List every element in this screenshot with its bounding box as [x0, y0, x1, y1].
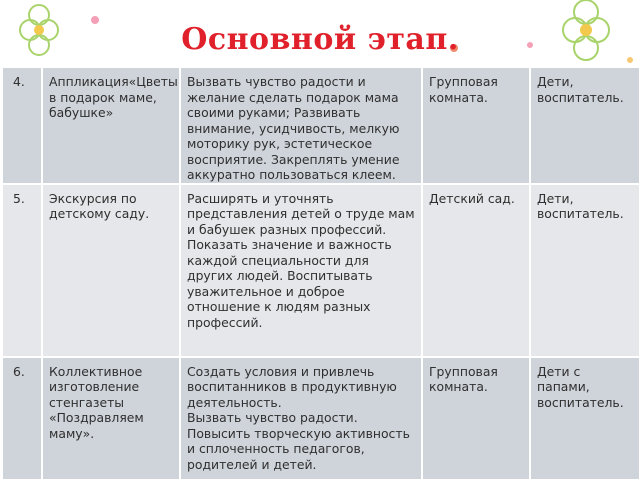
participants-cell: Дети, воспитатель.: [530, 67, 640, 184]
page-title: Основной этап.: [181, 22, 459, 57]
participants-cell: Дети, воспитатель.: [530, 184, 640, 357]
place-cell: Детский сад.: [422, 184, 530, 357]
place-cell: Групповая комната.: [422, 357, 530, 480]
activity-cell: Коллективное изготовление стенгазеты «Поздравляем маму».: [42, 357, 180, 480]
table-row: [2, 357, 640, 480]
goal-cell: Вызвать чувство радости и желание сделать подарок мама своими руками; Развивать внимание, усидчивость, мелкую моторику рук, эстетическое восприятие. Закреплять умение аккуратно пользоваться клеем.: [180, 67, 422, 184]
participants-cell: Дети с папами, воспитатель.: [530, 357, 640, 480]
table-row: [2, 67, 640, 184]
row-number: 4.: [2, 67, 42, 184]
row-number: 5.: [2, 184, 42, 357]
activity-cell: Аппликация«Цветы в подарок маме, бабушке»: [42, 67, 180, 184]
place-cell: Групповая комната.: [422, 67, 530, 184]
goal-cell: Создать условия и привлечь воспитанников в продуктивную деятельность. Вызвать чувство радости. Повысить творческую активность и сплоченность педагогов, родителей и детей.: [180, 357, 422, 480]
plan-table: [1, 66, 640, 481]
table-row: [2, 184, 640, 357]
activity-cell: Экскурсия по детскому саду.: [42, 184, 180, 357]
goal-cell: Расширять и уточнять представления детей о труде мам и бабушек разных профессий. Показать значение и важность каждой специальности для других людей. Воспитывать уважительное и доброе отношение к людям разных профессий.: [180, 184, 422, 357]
row-number: 6.: [2, 357, 42, 480]
